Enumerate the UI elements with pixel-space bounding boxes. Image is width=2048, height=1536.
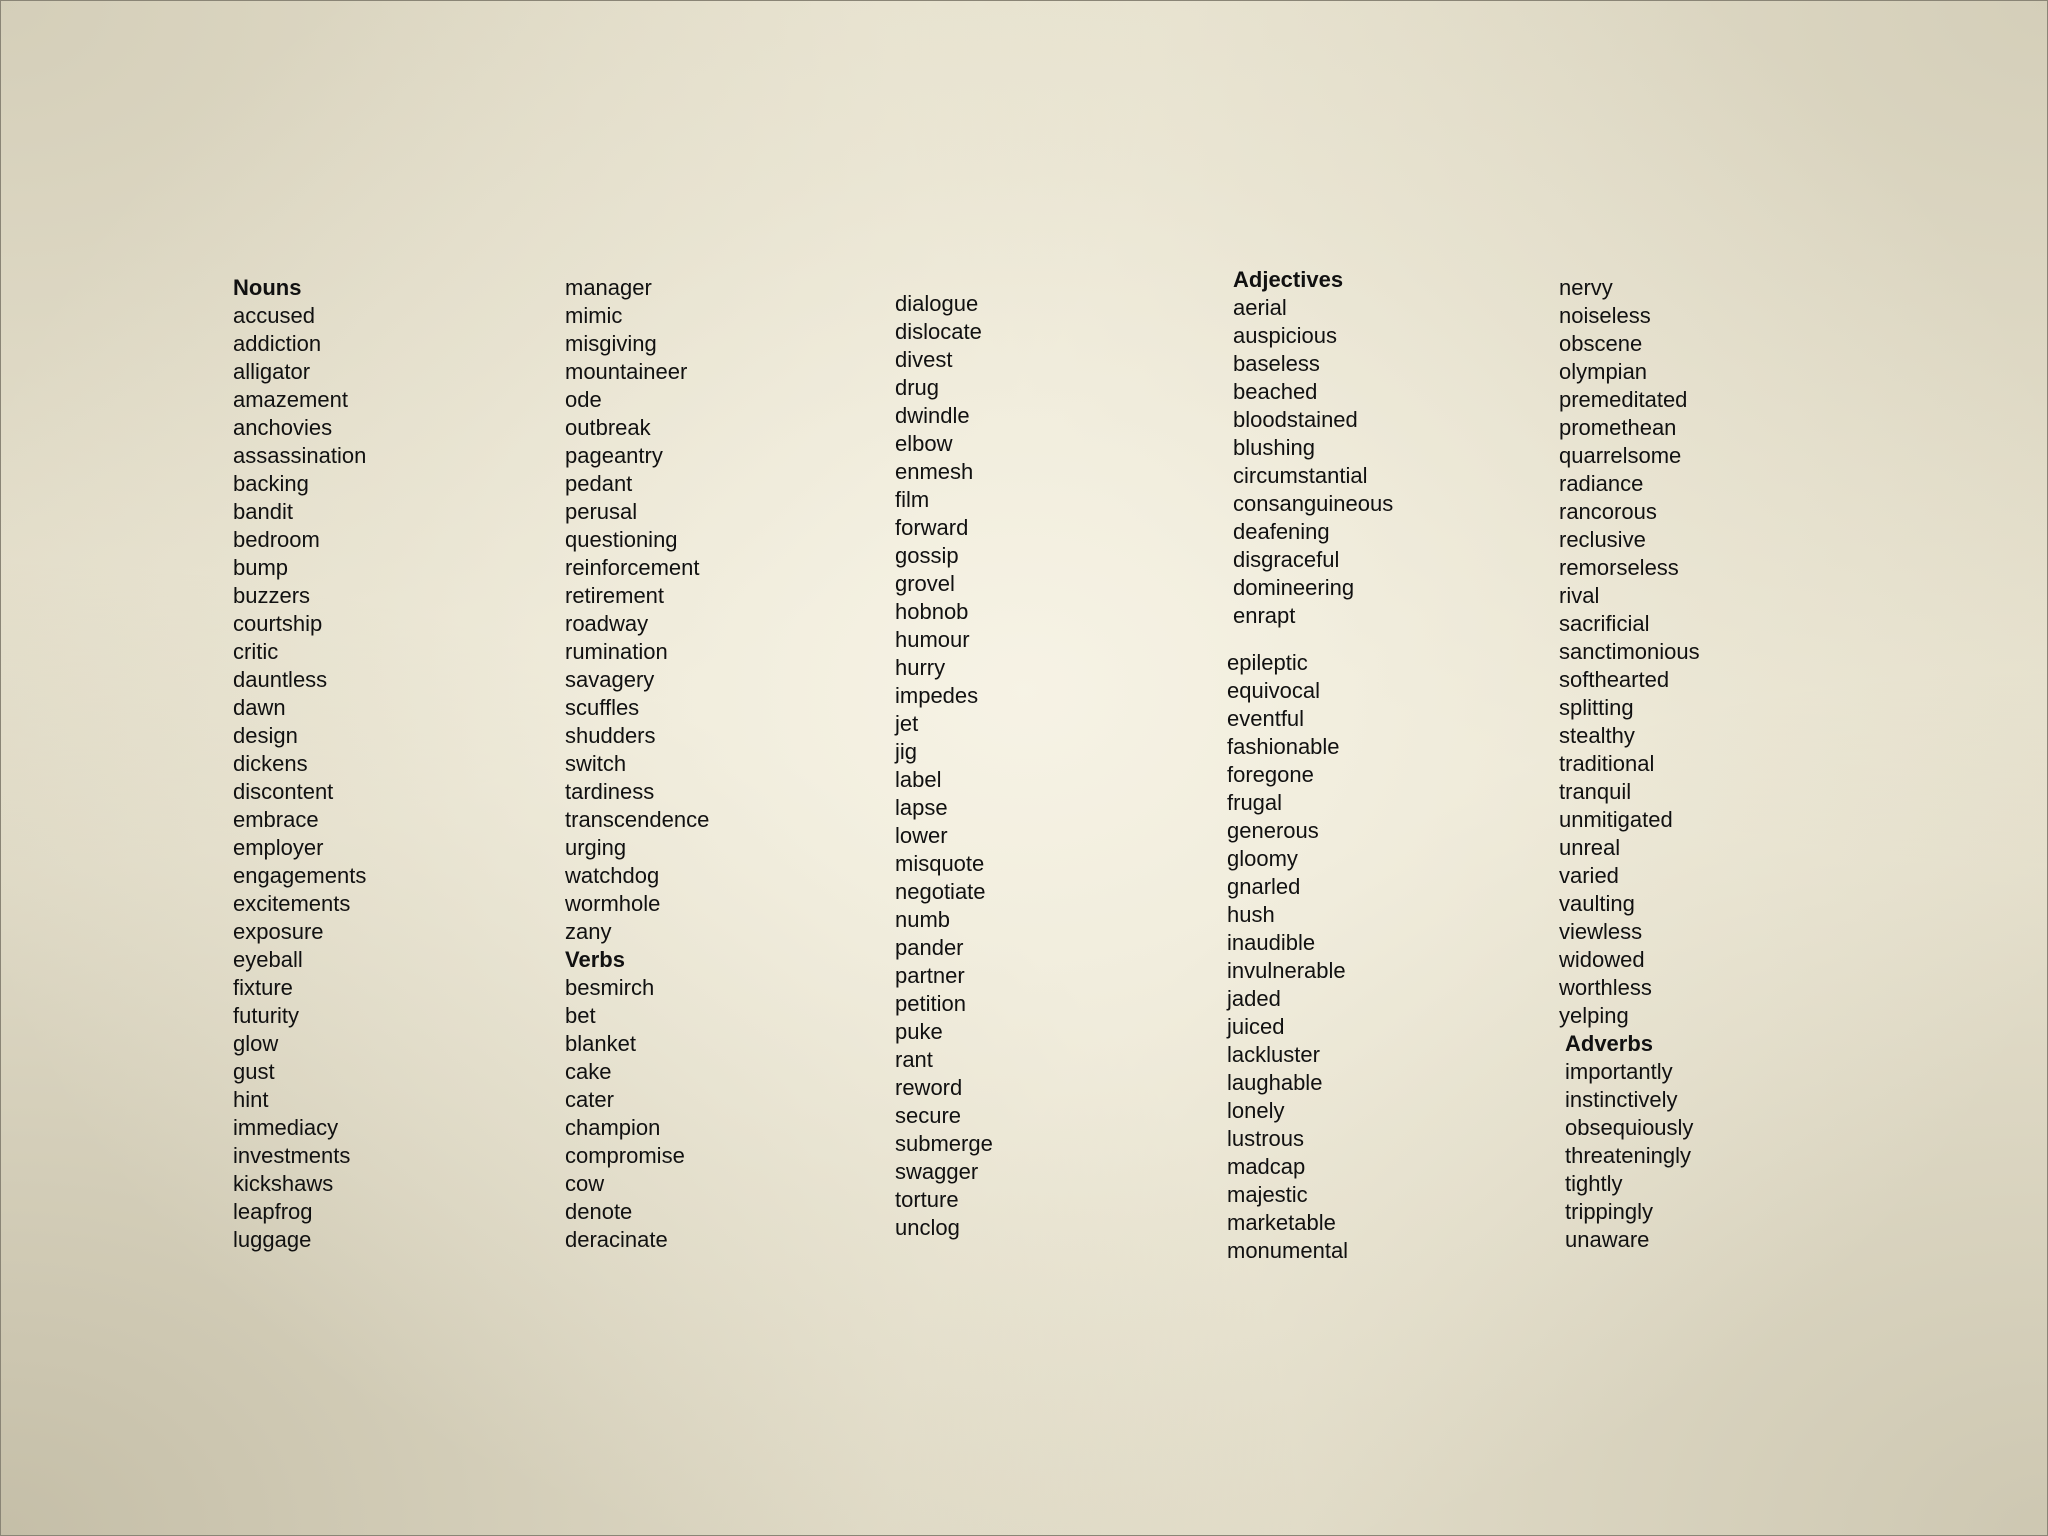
word-item: humour [895,627,970,652]
word-item: aerial [1233,295,1287,320]
word-item: auspicious [1233,323,1337,348]
word-item: equivocal [1227,678,1320,703]
word-item: domineering [1233,575,1355,600]
word-item: addiction [233,331,322,356]
word-item: compromise [565,1143,685,1168]
word-item: puke [895,1019,943,1044]
word-item: invulnerable [1227,958,1346,983]
word-item: radiance [1559,471,1644,496]
word-item: futurity [233,1003,300,1028]
word-item: blanket [565,1031,636,1056]
word-item: divest [895,347,953,372]
word-item: dawn [233,695,286,720]
word-item: rant [895,1047,933,1072]
word-item: dislocate [895,319,982,344]
word-item: champion [565,1115,661,1140]
word-item: forward [895,515,969,540]
word-item: denote [565,1199,633,1224]
word-item: rumination [565,639,668,664]
word-item: retirement [565,583,665,608]
word-item: embrace [233,807,319,832]
word-item: unclog [895,1215,960,1240]
word-item: leapfrog [233,1199,313,1224]
word-item: jig [895,739,918,764]
verbs-column-3 [895,290,993,1242]
word-item: consanguineous [1233,491,1394,516]
word-item: submerge [895,1131,993,1156]
word-item: partner [895,963,965,988]
word-item: yelping [1559,1003,1629,1028]
word-item: fixture [233,975,293,1000]
word-item: madcap [1227,1154,1306,1179]
word-item: reinforcement [565,555,700,580]
word-item: frugal [1227,790,1283,815]
word-item: urging [565,835,627,860]
word-item: watchdog [565,863,660,888]
word-item: elbow [895,431,953,456]
word-item: bloodstained [1233,407,1358,432]
word-item: pedant [565,471,633,496]
word-item: alligator [233,359,311,384]
word-item: monumental [1227,1238,1349,1263]
word-item: enmesh [895,459,974,484]
word-item: bet [565,1003,596,1028]
word-item: savagery [565,667,655,692]
word-item: reword [895,1075,963,1100]
word-item: switch [565,751,627,776]
word-item: cow [565,1171,605,1196]
word-item: quarrelsome [1559,443,1682,468]
section-heading: Adjectives [1233,267,1344,292]
adjectives-column-5 [1559,274,1700,1030]
word-item: assassination [233,443,367,468]
word-item: obscene [1559,331,1643,356]
word-item: gnarled [1227,874,1301,899]
word-item: majestic [1227,1182,1308,1207]
section-heading: Verbs [565,947,625,972]
word-item: eventful [1227,706,1305,731]
word-item: tightly [1565,1171,1623,1196]
word-item: sanctimonious [1559,639,1700,664]
word-item: critic [233,639,279,664]
word-item: fashionable [1227,734,1340,759]
adjectives-column-4-top [1233,266,1393,630]
word-item: ode [565,387,602,412]
word-item: sacrificial [1559,611,1650,636]
word-item: questioning [565,527,678,552]
section-heading: Nouns [233,275,302,300]
word-item: worthless [1559,975,1652,1000]
word-item: torture [895,1187,959,1212]
word-item: kickshaws [233,1171,334,1196]
word-item: bump [233,555,289,580]
word-item: rancorous [1559,499,1657,524]
word-item: hobnob [895,599,969,624]
word-item: jet [895,711,919,736]
word-item: viewless [1559,919,1643,944]
word-item: reclusive [1559,527,1646,552]
word-item: drug [895,375,940,400]
word-item: blushing [1233,435,1315,460]
word-item: dickens [233,751,308,776]
word-item: courtship [233,611,323,636]
word-item: buzzers [233,583,311,608]
word-item: varied [1559,863,1619,888]
word-item: lackluster [1227,1042,1320,1067]
word-item: widowed [1559,947,1645,972]
word-item: hush [1227,902,1275,927]
word-item: lustrous [1227,1126,1305,1151]
word-item: disgraceful [1233,547,1340,572]
word-item: stealthy [1559,723,1635,748]
word-item: wormhole [565,891,661,916]
word-item: unmitigated [1559,807,1673,832]
word-item: manager [565,275,652,300]
word-item: outbreak [565,415,651,440]
word-item: numb [895,907,951,932]
word-item: roadway [565,611,649,636]
word-item: glow [233,1031,279,1056]
section-heading: Adverbs [1565,1031,1654,1056]
word-item: instinctively [1565,1087,1678,1112]
word-item: bedroom [233,527,320,552]
word-item: rival [1559,583,1600,608]
word-item: luggage [233,1227,312,1252]
word-item: gossip [895,543,959,568]
word-item: enrapt [1233,603,1296,628]
word-item: exposure [233,919,324,944]
word-item: pander [895,935,964,960]
word-item: gust [233,1059,275,1084]
nouns-column-1 [233,274,366,1254]
word-item: design [233,723,298,748]
word-item: inaudible [1227,930,1316,955]
word-item: jaded [1227,986,1281,1011]
word-item: traditional [1559,751,1655,776]
word-item: marketable [1227,1210,1336,1235]
word-item: baseless [1233,351,1320,376]
word-item: cater [565,1087,614,1112]
word-item: nervy [1559,275,1613,300]
word-item: hurry [895,655,946,680]
word-item: remorseless [1559,555,1679,580]
word-item: noiseless [1559,303,1651,328]
nouns-verbs-column-2 [565,274,709,1254]
word-item: immediacy [233,1115,339,1140]
word-item: cake [565,1059,612,1084]
word-item: engagements [233,863,367,888]
word-item: transcendence [565,807,710,832]
word-item: pageantry [565,443,663,468]
word-item: softhearted [1559,667,1670,692]
word-item: obsequiously [1565,1115,1694,1140]
word-item: deracinate [565,1227,668,1252]
word-item: investments [233,1143,351,1168]
word-item: lonely [1227,1098,1285,1123]
word-item: gloomy [1227,846,1298,871]
word-item: juiced [1227,1014,1285,1039]
word-item: accused [233,303,315,328]
word-item: mimic [565,303,623,328]
word-item: threateningly [1565,1143,1691,1168]
word-item: zany [565,919,612,944]
word-item: lower [895,823,948,848]
word-item: hint [233,1087,269,1112]
word-item: generous [1227,818,1319,843]
word-item: misgiving [565,331,657,356]
word-item: promethean [1559,415,1677,440]
word-item: dwindle [895,403,970,428]
word-item: petition [895,991,966,1016]
word-item: scuffles [565,695,640,720]
word-item: unreal [1559,835,1621,860]
word-item: film [895,487,930,512]
word-item: splitting [1559,695,1634,720]
word-item: deafening [1233,519,1330,544]
word-item: premeditated [1559,387,1688,412]
word-item: employer [233,835,324,860]
word-item: label [895,767,942,792]
word-item: secure [895,1103,962,1128]
word-item: vaulting [1559,891,1635,916]
word-item: circumstantial [1233,463,1368,488]
word-item: mountaineer [565,359,688,384]
word-item: swagger [895,1159,979,1184]
word-item: tranquil [1559,779,1632,804]
word-item: bandit [233,499,293,524]
word-item: foregone [1227,762,1314,787]
word-item: unaware [1565,1227,1650,1252]
word-item: anchovies [233,415,333,440]
word-item: dialogue [895,291,979,316]
word-item: importantly [1565,1059,1673,1084]
word-item: lapse [895,795,948,820]
word-item: olympian [1559,359,1648,384]
word-item: besmirch [565,975,655,1000]
word-item: impedes [895,683,979,708]
word-item: perusal [565,499,638,524]
word-item: misquote [895,851,985,876]
adjectives-column-4-bottom [1227,649,1348,1265]
word-item: epileptic [1227,650,1308,675]
word-item: negotiate [895,879,986,904]
word-item: eyeball [233,947,303,972]
word-item: amazement [233,387,348,412]
word-item: dauntless [233,667,328,692]
word-item: tardiness [565,779,655,804]
word-item: grovel [895,571,955,596]
word-item: backing [233,471,309,496]
word-item: excitements [233,891,351,916]
adverbs-column-5 [1565,1030,1693,1254]
word-item: laughable [1227,1070,1323,1095]
word-item: shudders [565,723,656,748]
word-item: trippingly [1565,1199,1654,1224]
word-item: beached [1233,379,1318,404]
word-item: discontent [233,779,334,804]
